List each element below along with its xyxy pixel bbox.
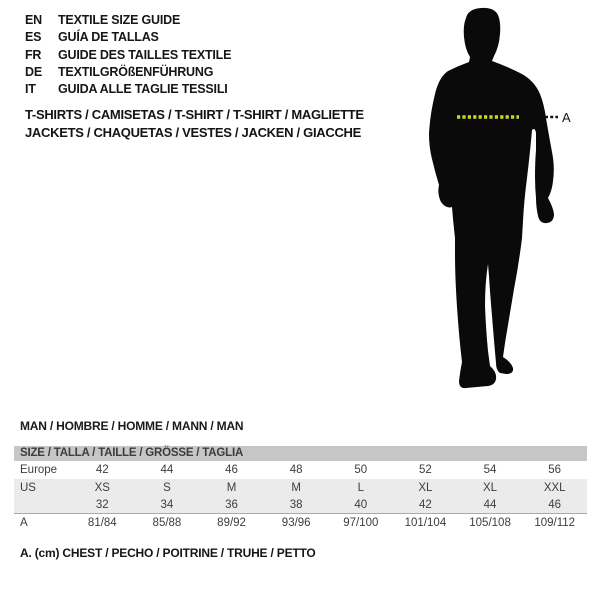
row-label: US (20, 481, 36, 494)
size-value: 81/84 (87, 516, 117, 529)
language-code: ES (25, 30, 42, 45)
language-title: GUIDA ALLE TAGLIE TESSILI (58, 82, 228, 97)
size-value: 38 (289, 498, 303, 511)
measurement-footnote: A. (cm) CHEST / PECHO / POITRINE / TRUHE / PETTO (20, 546, 316, 560)
size-value: 56 (548, 464, 562, 476)
language-code: FR (25, 47, 42, 62)
section-title-man: MAN / HOMBRE / HOMME / MANN / MAN (20, 419, 244, 433)
man-silhouette (429, 8, 554, 388)
size-table-body (14, 461, 587, 531)
man-silhouette-figure (395, 0, 600, 420)
size-value: 101/104 (404, 516, 447, 529)
size-value: XL (483, 481, 498, 494)
size-value: 105/108 (469, 516, 511, 529)
size-value: M (226, 481, 237, 494)
size-table-header: SIZE / TALLA / TAILLE / GRÖSSE / TAGLIA (14, 446, 587, 461)
language-row (25, 12, 231, 29)
size-value: XXL (543, 481, 566, 494)
size-value: 89/92 (217, 516, 246, 529)
size-value: 42 (95, 464, 109, 476)
language-row (25, 64, 231, 81)
language-row (25, 47, 231, 64)
language-row (25, 29, 231, 46)
language-title: GUÍA DE TALLAS (58, 30, 159, 45)
language-title: TEXTILGRÖßENFÜHRUNG (58, 64, 214, 79)
size-value: 97/100 (343, 516, 379, 529)
size-value: M (291, 481, 301, 494)
size-value: 46 (548, 498, 562, 511)
size-value: 44 (160, 464, 174, 476)
size-value: 32 (95, 498, 109, 511)
size-value: 36 (225, 498, 238, 511)
table-row (14, 479, 587, 496)
size-value: 93/96 (281, 516, 311, 529)
language-title: TEXTILE SIZE GUIDE (58, 13, 181, 27)
product-line-tshirts: T-SHIRTS / CAMISETAS / T-SHIRT / T-SHIRT / MAGLIETTE (25, 107, 364, 122)
table-row (14, 496, 587, 513)
size-value: 48 (289, 464, 303, 476)
size-value: 42 (419, 498, 432, 511)
table-row (14, 513, 587, 531)
language-row (25, 81, 231, 98)
language-code: DE (25, 64, 42, 79)
size-value: 54 (483, 464, 497, 476)
size-value: 46 (225, 464, 238, 476)
size-value: XL (418, 481, 433, 494)
size-value: 50 (354, 464, 368, 476)
size-value: 44 (483, 498, 497, 511)
product-line-jackets: JACKETS / CHAQUETAS / VESTES / JACKEN / GIACCHE (25, 124, 361, 140)
language-code: IT (25, 82, 36, 97)
size-value: 40 (354, 498, 368, 511)
product-type-lines (25, 106, 364, 141)
language-list (25, 12, 231, 98)
size-value: XS (94, 481, 110, 494)
size-value: S (163, 481, 171, 494)
size-value: 109/112 (534, 516, 576, 529)
row-label: A (20, 516, 28, 529)
language-title: GUIDE DES TAILLES TEXTILE (58, 47, 232, 62)
row-label: Europe (20, 464, 58, 476)
size-value: 85/88 (152, 516, 182, 529)
table-row (14, 461, 587, 479)
size-value: L (357, 481, 365, 494)
size-table (14, 446, 587, 531)
measure-label-a: A (562, 110, 571, 125)
size-value: 52 (419, 464, 432, 476)
language-code: EN (25, 13, 42, 27)
size-value: 34 (160, 498, 174, 511)
